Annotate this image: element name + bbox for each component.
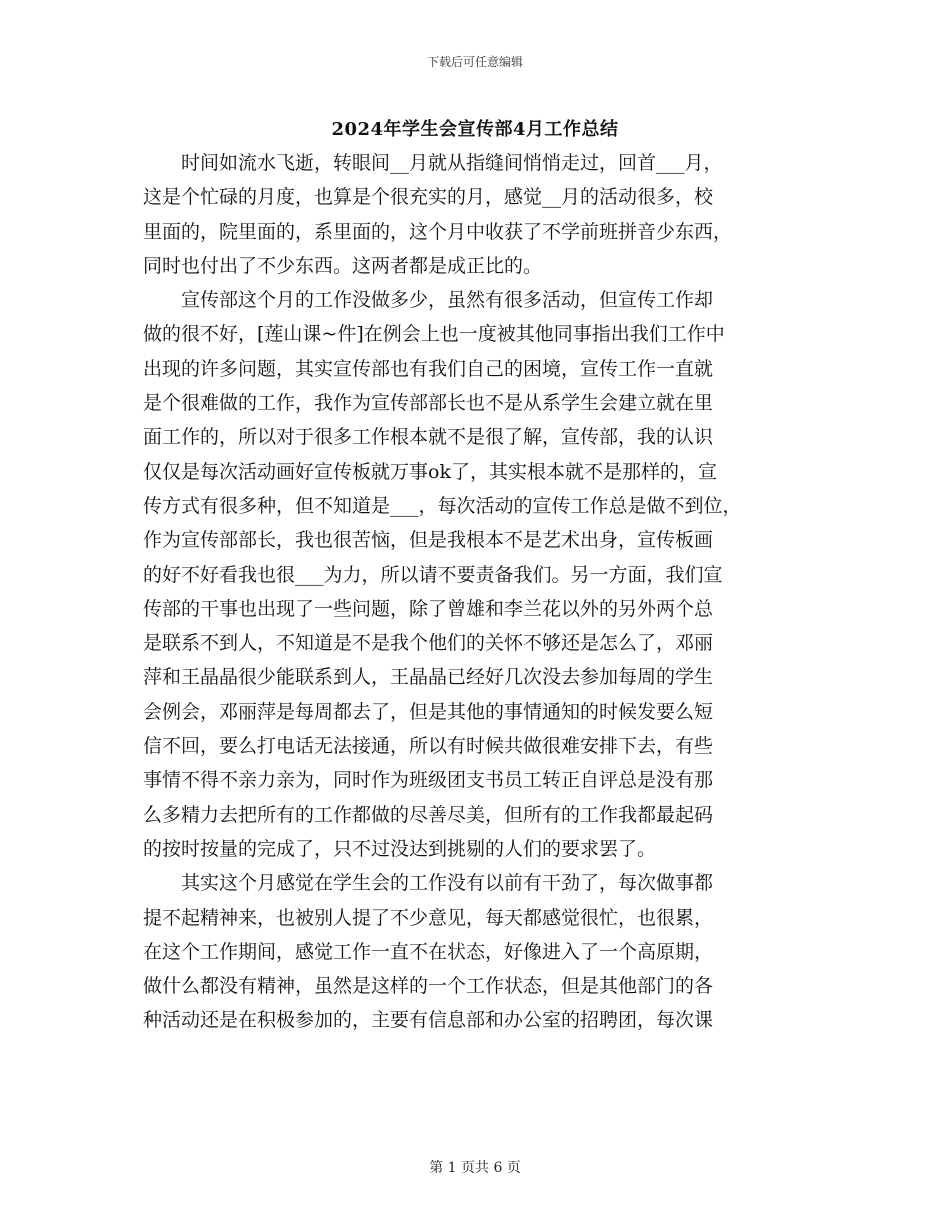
text-line: 出现的许多问题，其实宣传部也有我们自己的困境，宣传工作一直就 [143, 357, 714, 380]
text-line: 其实这个月感觉在学生会的工作没有以前有干劲了，每次做事都 [143, 872, 714, 895]
text-line: 是个很难做的工作，我作为宣传部部长也不是从系学生会建立就在里 [143, 392, 714, 415]
text-line: 会例会，邓丽萍是每周都去了，但是其他的事情通知的时候发要么短 [143, 700, 714, 723]
text-line: 时间如流水飞逝，转眼间__月就从指缝间悄悄走过，回首___月， [143, 152, 723, 174]
text-line: 传部的干事也出现了一些问题，除了曾雄和李兰花以外的另外两个总 [143, 597, 714, 620]
text-line: 作为宣传部部长，我也很苦恼，但是我根本不是艺术出身，宣传板画 [143, 529, 714, 552]
document-title: 2024年学生会宣传部4月工作总结 [331, 119, 619, 140]
text-line: 宣传部这个月的工作没做多少，虽然有很多活动，但宣传工作却 [143, 289, 714, 312]
text-line: 做什么都没有精神，虽然是这样的一个工作状态，但是其他部门的各 [143, 975, 714, 998]
text-line: 里面的，院里面的，系里面的，这个月中收获了不学前班拼音少东西， [143, 220, 733, 243]
page-number: 第 1 页共 6 页 [429, 1160, 521, 1176]
page-header-note: 下载后可任意编辑 [426, 55, 523, 69]
text-line: 的按时按量的完成了，只不过没达到挑剔的人们的要求罢了。 [143, 837, 657, 860]
text-line: 在这个工作期间，感觉工作一直不在状态，好像进入了一个高原期， [143, 940, 714, 963]
text-line: 传方式有很多种，但不知道是___，每次活动的宣传工作总是做不到位， [143, 494, 742, 517]
text-line: 同时也付出了不少东西。这两者都是成正比的。 [143, 254, 543, 277]
text-line: 萍和王晶晶很少能联系到人，王晶晶已经好几次没去参加每周的学生 [143, 666, 714, 689]
text-line: 这是个忙碌的月度，也算是个很充实的月，感觉__月的活动很多，校 [143, 186, 714, 209]
text-line: 是联系不到人，不知道是不是我个他们的关怀不够还是怎么了，邓丽 [143, 632, 714, 655]
text-line: 事情不得不亲力亲为，同时作为班级团支书员工转正自评总是没有那 [143, 769, 714, 792]
text-line: 做的很不好，[莲山课~件]在例会上也一度被其他同事指出我们工作中 [143, 323, 725, 346]
text-line: 面工作的，所以对于很多工作根本就不是很了解，宣传部，我的认识 [143, 426, 714, 449]
document-body [143, 146, 815, 1038]
text-line: 仅仅是每次活动画好宣传板就万事ok了，其实根本就不是那样的，宣 [143, 460, 717, 483]
text-line: 种活动还是在积极参加的，主要有信息部和办公室的招聘团，每次课 [143, 1009, 714, 1032]
text-line: 的好不好看我也很___为力，所以请不要责备我们。另一方面，我们宣 [143, 563, 723, 586]
text-line: 信不回，要么打电话无法接通，所以有时候共做很难安排下去，有些 [143, 735, 714, 758]
text-line: 么多精力去把所有的工作都做的尽善尽美，但所有的工作我都最起码 [143, 803, 714, 826]
text-line: 提不起精神来，也被别人提了不少意见，每天都感觉很忙，也很累， [143, 906, 714, 929]
